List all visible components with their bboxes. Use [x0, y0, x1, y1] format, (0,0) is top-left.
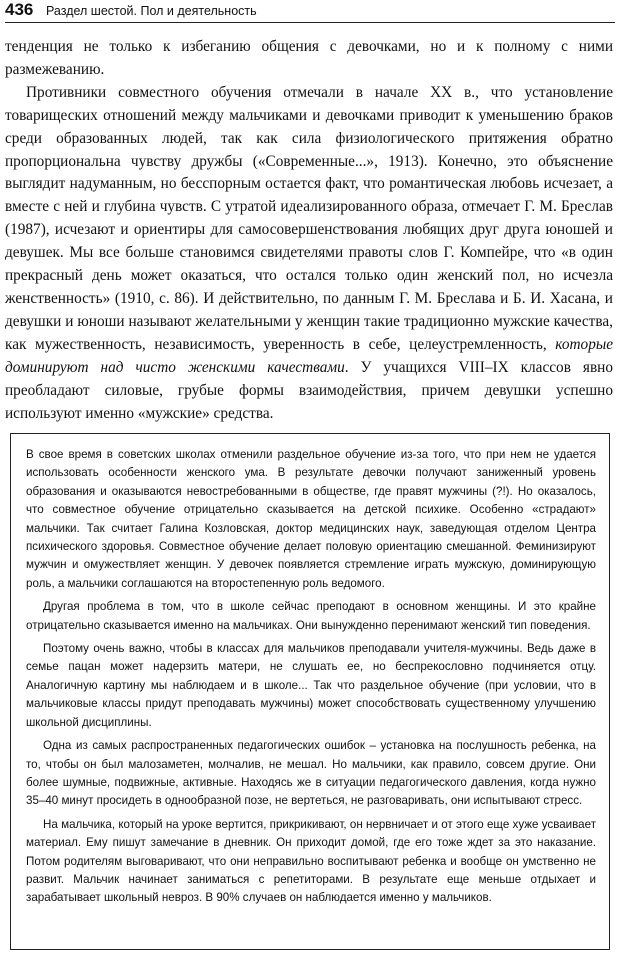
sidebar-box	[10, 433, 610, 950]
main-text	[5, 36, 613, 425]
paragraph-continued: тенденция не только к избеганию общения с девочками, но и к полному с ними размежеванию.	[5, 38, 613, 78]
italic-emphasis: которые доминируют над чисто женскими качествами	[5, 335, 613, 376]
page-number: 436	[5, 0, 34, 19]
paragraph-text: Противники совместного обучения отмечали в начале XX в., что установление товарищеских отношений между мальчиками и девочками приводит к уменьшению браков среди образованных людей, так как сила физиологического притяжения обратно пропорциональна чувству дружбы («Современные...», 1913). Конечно, это объяснение выглядит надуманным, но бесспорным остается факт, что романтическая любовь исчезает, а вместе с ней и глубина чувств. С утратой идеализированного образа, отмечает Г. М. Бреслав (1987), исчезают и ориентиры для самосовершенствования любящих друг друга юношей и девушек. Мы все больше становимся свидетелями правоты слов Г. Компейре, что «в один прекрасный день может оказаться, что остался только один женский пол, но исчезла женственность» (1910, с. 86). И действительно, по данным Г. М. Бреслава и Б. И. Хасана, и девушки и юноши называют желательными у женщин такие традиционно мужские качества, как мужественность, независимость, уверенность в себе, целеустремленность,	[5, 83, 613, 353]
sidebar-paragraph: На мальчика, который на уроке вертится, прикрикивают, он нервничает и от этого еще хуже усваивает материал. Ему пишут замечание в дневник. Он приходит домой, где его тоже ждет за это наказание. Потом родителям выговаривают, что они неправильно воспитывают ребенка и вообще он умственно не развит. Мальчик начинает заниматься с репетиторами. В результате еще меньше отдыхает и зарабатывает школьный невроз. В 90% случаев он наблюдается именно у мальчиков.	[26, 817, 596, 905]
running-head: Раздел шестой. Пол и деятельность	[46, 4, 257, 18]
paragraph-coeducation	[5, 82, 613, 426]
sidebar-paragraph: Другая проблема в том, что в школе сейчас преподают в основном женщины. И это крайне отрицательно сказывается именно на мальчиках. Они вынужденно перенимают женский тип поведения.	[26, 600, 596, 632]
sidebar-paragraph: В свое время в советских школах отменили раздельное обучение из-за того, что при нем не удается использовать особенности женского ума. В результате девочки получают заниженный уровень образования и оказываются невостребованными в обществе, где правят мужчины (?!). Но оказалось, что совместное обучение отрицательно сказывается на детской психике. Особенно «страдают» мальчики. Так считает Галина Козловская, доктор медицинских наук, заведующая отделом Центра психического здоровья. Совместное обучение делает половую ориентацию смешанной. Феминизируют мужчин и омужествляет женщин. У девочек появляется стремление играть мужскую, доминирующую роль, а мальчики соглашаются на второстепенную роль ведомого.	[26, 448, 596, 590]
paragraph-text-end: . У учащихся VIII–IX классов явно преобладают силовые, грубые формы взаимодействия, причем девушки успешно используют именно «мужские» средства.	[5, 358, 613, 422]
sidebar-paragraph: Одна из самых распространенных педагогических ошибок – установка на послушность ребенка, на то, чтобы он был малозаметен, молчалив, не мешал. Но мальчики, как правило, совсем другие. Они более шумные, подвижные, активные. Находясь же в ситуации педагогического давления, когда нужно 35–40 минут просидеть в однообразной позе, не вертеться, не разговаривать, они испытывают стресс.	[26, 739, 596, 808]
page-header	[5, 0, 615, 23]
sidebar-paragraph: Поэтому очень важно, чтобы в классах для мальчиков преподавали учителя-мужчины. Ведь даже в семье пацан может надерзить матери, не слушать ее, но беспрекословно подчиняется отцу. Аналогичную картину мы наблюдаем и в школе... Так что раздельное обучение (при условии, что в мальчиковые классы придут преподавать мужчины) может способствовать существенному улучшению школьной дисциплины.	[26, 642, 596, 729]
sidebar-text	[26, 446, 596, 913]
